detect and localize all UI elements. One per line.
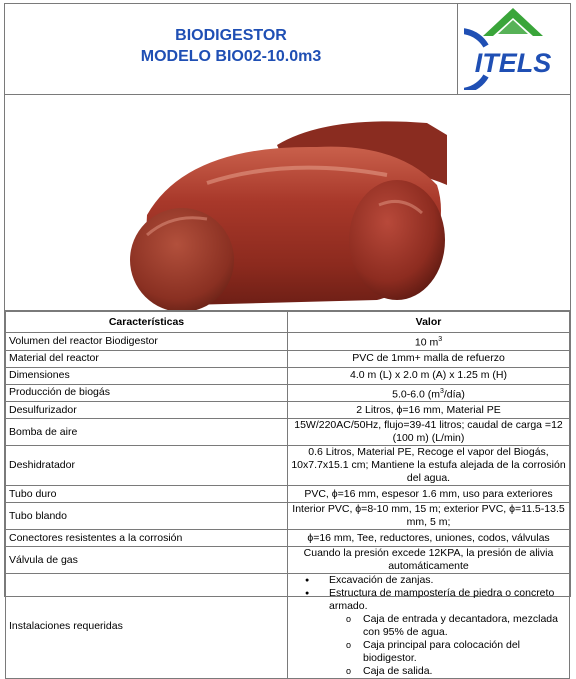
table-row-installations — [6, 574, 570, 679]
row-label: Material del reactor — [6, 350, 288, 367]
row-value: 0.6 Litros, Material PE, Recoge el vapor del Biogás, 10x7.7x15.1 cm; Mantiene la estufa alejada de la corrosión del agua. — [288, 446, 570, 486]
spec-sheet — [4, 3, 571, 677]
biodigestor-image — [127, 95, 447, 310]
table-row — [6, 367, 570, 384]
list-item: ● Estructura de mampostería de piedra o concreto armado. — [291, 587, 566, 613]
row-value: 10 $m^3$ — [288, 333, 570, 351]
title-box — [5, 4, 458, 94]
row-value: PVC, ϕ=16 mm, espesor 1.6 mm, uso para exteriores — [288, 486, 570, 503]
row-label: Deshidratador — [6, 446, 288, 486]
table-header-row — [6, 312, 570, 333]
logo-text: ITELS — [474, 48, 552, 78]
table-row — [6, 419, 570, 446]
list-item: ● Excavación de zanjas. — [291, 574, 566, 587]
table-row — [6, 547, 570, 574]
row-value: PVC de 1mm+ malla de refuerzo — [288, 350, 570, 367]
table-row — [6, 350, 570, 367]
row-value: ϕ=16 mm, Tee, reductores, uniones, codos, válvulas — [288, 530, 570, 547]
table-row — [6, 402, 570, 419]
page-title: BIODIGESTOR — [175, 27, 287, 44]
header — [5, 4, 570, 95]
row-label: Desulfurizador — [6, 402, 288, 419]
list-subitem: o Caja principal para colocación del biodigestor. — [291, 639, 566, 665]
specs-table — [5, 311, 570, 679]
list-subitem: o Caja de salida. — [291, 665, 566, 678]
row-value: 5.0-6.0 $(m^3/día)$ — [288, 384, 570, 402]
row-label: Tubo duro — [6, 486, 288, 503]
row-label: Tubo blando — [6, 503, 288, 530]
installations-list — [291, 574, 566, 678]
logo — [458, 4, 570, 94]
row-label: Instalaciones requeridas — [6, 574, 288, 679]
column-header-valor: Valor — [288, 312, 570, 333]
itels-logo — [464, 6, 562, 90]
row-label: Conectores resistentes a la corrosión — [6, 530, 288, 547]
row-value: 2 Litros, ϕ=16 mm, Material PE — [288, 402, 570, 419]
row-value: 15W/220AC/50Hz, flujo=39-41 litros; caudal de carga =12 (100 m) (L/min) — [288, 419, 570, 446]
page-subtitle: MODELO BIO02-10.0m3 — [140, 48, 322, 65]
row-value: Interior PVC, ϕ=8-10 mm, 15 m; exterior PVC, ϕ=11.5-13.5 mm, 5 m; — [288, 503, 570, 530]
table-row — [6, 486, 570, 503]
row-label: Volumen del reactor Biodigestor — [6, 333, 288, 351]
row-label: Válvula de gas — [6, 547, 288, 574]
table-row — [6, 530, 570, 547]
row-value: 4.0 m (L) x 2.0 m (A) x 1.25 m (H) — [288, 367, 570, 384]
list-subitem: o Caja de entrada y decantadora, mezclada con 95% de agua. — [291, 613, 566, 639]
installations-list-cell — [288, 574, 570, 679]
row-label: Dimensiones — [6, 367, 288, 384]
row-value: Cuando la presión excede 12KPA, la presión de alivia automáticamente — [288, 547, 570, 574]
table-row — [6, 333, 570, 351]
table-row — [6, 384, 570, 402]
column-header-caracteristicas: Características — [6, 312, 288, 333]
row-label: Producción de biogás — [6, 384, 288, 402]
table-row — [6, 446, 570, 486]
product-photo — [5, 95, 570, 311]
table-row — [6, 503, 570, 530]
row-label: Bomba de aire — [6, 419, 288, 446]
